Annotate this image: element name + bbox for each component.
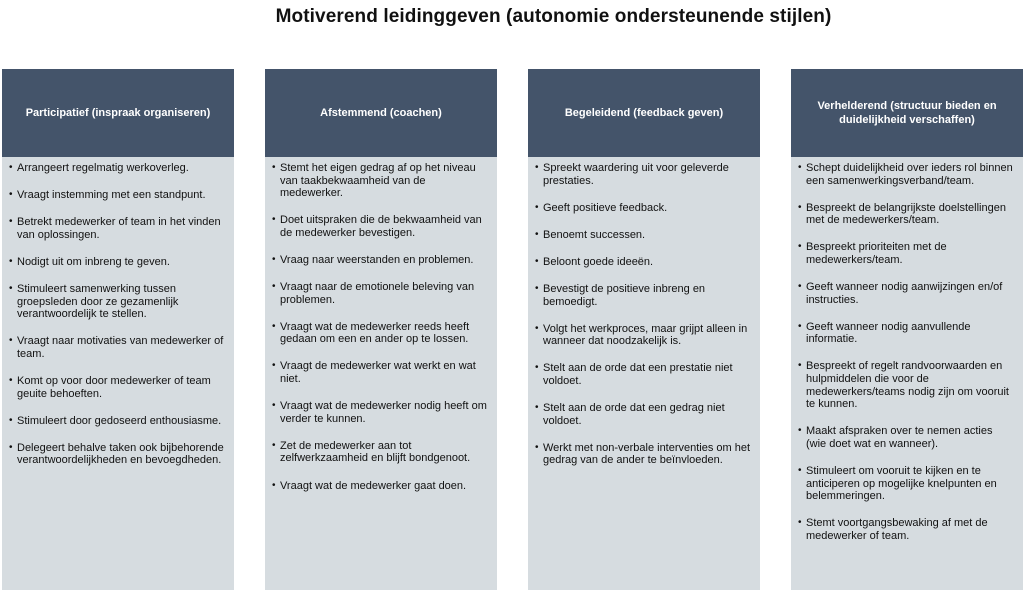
list-item: • Schept duidelijkheid over ieders rol binnen een samenwerkingsverband/team. [798,162,1015,187]
list-item: • Stelt aan de orde dat een prestatie niet voldoet. [535,362,752,387]
list-item: • Delegeert behalve taken ook bijbehorende verantwoordelijkheden en bevoegdheden. [9,442,226,467]
column-body [528,157,760,590]
page-title: Motiverend leidinggeven (autonomie ondersteunende stijlen) [275,6,832,27]
list-item: • Nodigt uit om inbreng te geven. [9,256,226,269]
list-item: • Benoemt successen. [535,229,752,242]
list-item: • Stimuleert om vooruit te kijken en te anticiperen op mogelijke knelpunten en belemmeringen. [798,465,1015,503]
column-begeleidend [528,69,760,590]
column-verhelderend [791,69,1023,590]
list-item: • Vraagt naar motivaties van medewerker of team. [9,335,226,360]
list-item: • Geeft positieve feedback. [535,202,752,215]
list-item: • Bespreekt de belangrijkste doelstellingen met de medewerkers/team. [798,202,1015,227]
list-item: • Stimuleert door gedoseerd enthousiasme. [9,415,226,428]
list-item: • Vraagt wat de medewerker gaat doen. [272,480,489,493]
column-body [791,157,1023,590]
list-item: • Vraagt de medewerker wat werkt en wat niet. [272,360,489,385]
bullet-list [265,162,497,492]
bullet-list [791,162,1023,542]
bullet-list [528,162,760,467]
list-item: • Vraagt wat de medewerker reeds heeft gedaan om een en ander op te lossen. [272,321,489,346]
column-heading: Afstemmend (coachen) [265,69,497,157]
column-heading: Verhelderend (structuur bieden en duidelijkheid verschaffen) [791,69,1023,157]
list-item: • Zet de medewerker aan tot zelfwerkzaamheid en blijft bondgenoot. [272,440,489,465]
list-item: • Vraagt wat de medewerker nodig heeft om verder te kunnen. [272,400,489,425]
column-participatief [2,69,234,590]
column-body [2,157,234,590]
list-item: • Stelt aan de orde dat een gedrag niet voldoet. [535,402,752,427]
list-item: • Bevestigt de positieve inbreng en bemoedigt. [535,283,752,308]
column-heading: Begeleidend (feedback geven) [528,69,760,157]
list-item: • Vraagt naar de emotionele beleving van problemen. [272,281,489,306]
list-item: • Bespreekt of regelt randvoorwaarden en hulpmiddelen die voor de medewerkers/teams nodig zijn om vooruit te kunnen. [798,360,1015,410]
list-item: • Werkt met non-verbale interventies om het gedrag van de ander te beïnvloeden. [535,442,752,467]
list-item: • Stemt het eigen gedrag af op het niveau van taakbekwaamheid van de medewerker. [272,162,489,200]
list-item: • Maakt afspraken over te nemen acties (wie doet wat en wanneer). [798,425,1015,450]
list-item: • Stimuleert samenwerking tussen groepsleden door ze gezamenlijk verantwoordelijk te stellen. [9,283,226,321]
list-item: • Volgt het werkproces, maar grijpt alleen in wanneer dat noodzakelijk is. [535,323,752,348]
list-item: • Komt op voor door medewerker of team geuite behoeften. [9,375,226,400]
list-item: • Geeft wanneer nodig aanvullende informatie. [798,321,1015,346]
list-item: • Geeft wanneer nodig aanwijzingen en/of instructies. [798,281,1015,306]
list-item: • Doet uitspraken die de bekwaamheid van de medewerker bevestigen. [272,214,489,239]
list-item: • Stemt voortgangsbewaking af met de medewerker of team. [798,517,1015,542]
list-item: • Vraag naar weerstanden en problemen. [272,254,489,267]
list-item: • Arrangeert regelmatig werkoverleg. [9,162,226,175]
list-item: • Vraagt instemming met een standpunt. [9,189,226,202]
column-afstemmend [265,69,497,590]
list-item: • Beloont goede ideeën. [535,256,752,269]
list-item: • Betrekt medewerker of team in het vinden van oplossingen. [9,216,226,241]
bullet-list [2,162,234,467]
list-item: • Spreekt waardering uit voor geleverde prestaties. [535,162,752,187]
column-heading: Participatief (inspraak organiseren) [2,69,234,157]
column-body [265,157,497,590]
list-item: • Bespreekt prioriteiten met de medewerkers/team. [798,241,1015,266]
